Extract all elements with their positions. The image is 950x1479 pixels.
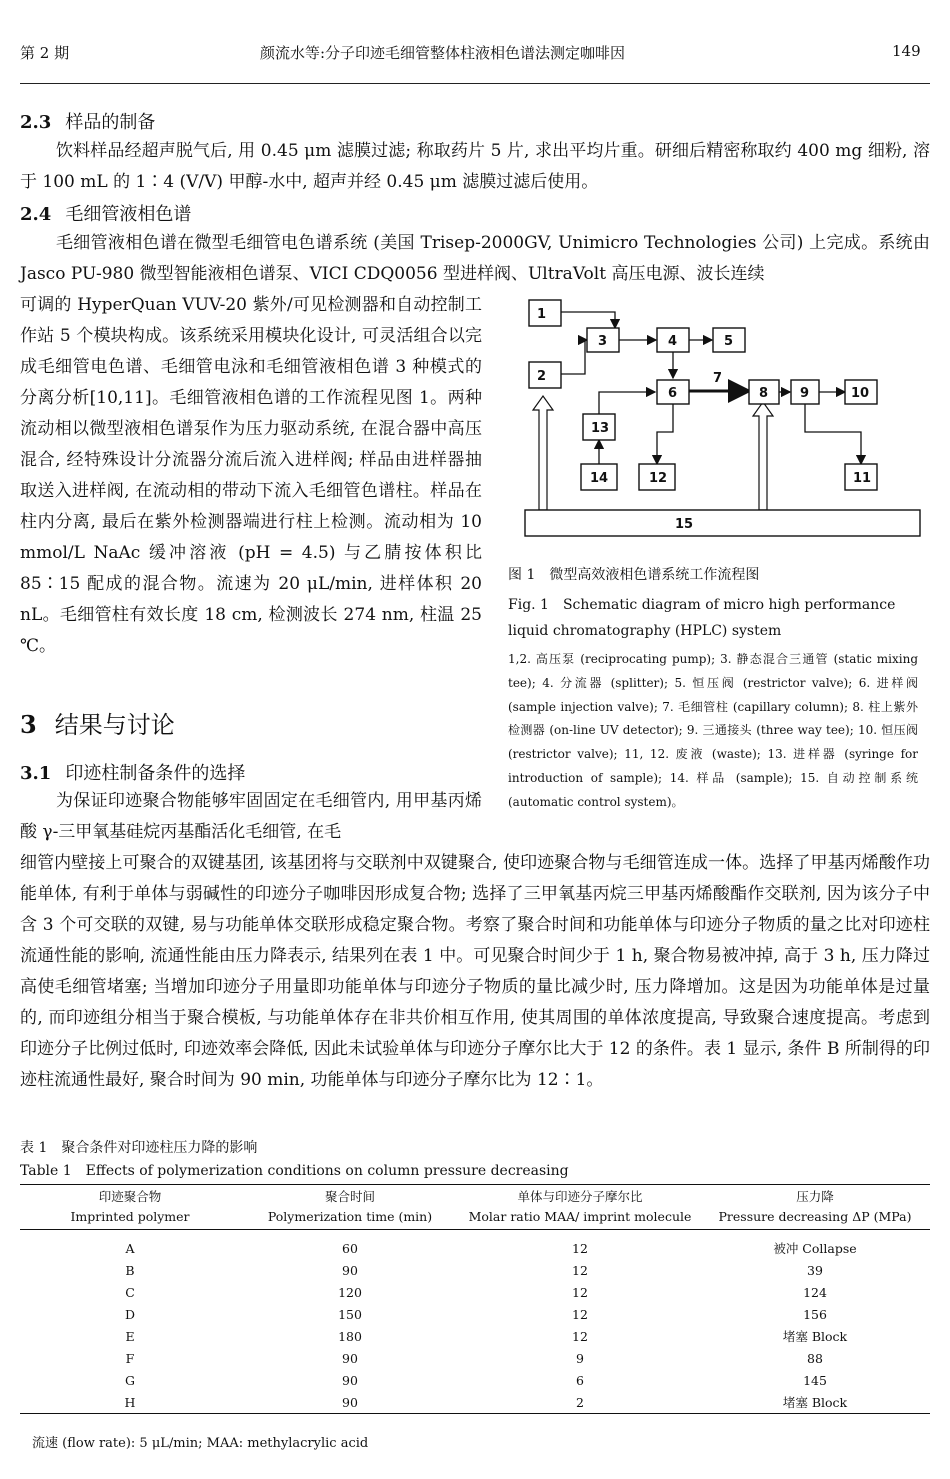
section-3-1-heading: [20, 759, 245, 785]
figure-1-flow-diagram: [515, 292, 930, 542]
section-title: 印迹柱制备条件的选择: [65, 763, 246, 784]
node-11: 11: [853, 471, 872, 486]
node-7: 7: [713, 371, 723, 386]
table-row: D 150 12 156: [124, 1306, 827, 1322]
table-row: H 90 2 堵塞 Block: [124, 1394, 848, 1410]
hollow-arrow: [753, 402, 773, 510]
table-row: G 90 6 145: [125, 1372, 827, 1388]
connector: [805, 404, 861, 464]
section-2-4-body-full: 毛细管液相色谱在微型毛细管电色谱系统 (美国 Trisep-2000GV, Unimicro Technologies 公司) 上完成。系统由 Jasco PU-980 微型智能液相色谱泵、VICI CDQ0056 型进样阀、UltraVolt 高压电源、波长连续: [20, 233, 930, 284]
header-page-number: 149: [892, 42, 921, 60]
table-row: B 90 12 39: [125, 1262, 823, 1278]
table-1-caption-en: Table 1 Effects of polymerization conditions on column pressure decreasing: [20, 1163, 569, 1179]
section-number: 3.1: [20, 763, 52, 784]
node-15: 15: [675, 517, 694, 532]
section-2-3-heading: [20, 108, 155, 134]
figure-1-caption-en: Fig. 1 Schematic diagram of micro high performance liquid chromatography (HPLC) system: [508, 597, 896, 639]
section-title: 样品的制备: [65, 112, 156, 133]
section-2-4-heading: [20, 200, 191, 226]
table-1-footnote: 流速 (flow rate): 5 μL/min; MAA: methylacrylic acid: [32, 1436, 369, 1451]
node-12: 12: [649, 471, 668, 486]
connector: [561, 312, 615, 328]
column-header: 聚合时间 Polymerization time (min): [267, 1189, 433, 1224]
node-10: 10: [851, 386, 870, 401]
connector: [599, 392, 655, 414]
node-5: 5: [724, 334, 734, 349]
connector: [657, 404, 673, 464]
section-3-1-body-column: 为保证印迹聚合物能够牢固固定在毛细管内, 用甲基丙烯酸 γ-三甲氧基硅烷丙基酯活化毛细管, 在毛: [20, 791, 482, 842]
node-14: 14: [590, 471, 609, 486]
table-1-caption-cn: 表 1 聚合条件对印迹柱压力降的影响: [20, 1140, 258, 1156]
node-4: 4: [668, 334, 678, 349]
table-1: [20, 1184, 930, 1414]
section-title: 结果与讨论: [54, 711, 175, 739]
section-title: 毛细管液相色谱: [65, 204, 192, 225]
connector: [561, 340, 585, 374]
section-2-3-body: 饮料样品经超声脱气后, 用 0.45 μm 滤膜过滤; 称取药片 5 片, 求出平均片重。研细后精密称取约 400 mg 细粉, 溶于 100 mL 的 1∶4 (V/V) 甲醇-水中, 超声并经 0.45 μm 滤膜过滤后使用。: [20, 141, 930, 192]
header-rule: [20, 83, 930, 84]
header-title: 颜流水等:分子印迹毛细管整体柱液相色谱法测定咖啡因: [260, 44, 626, 62]
table-row: F 90 9 88: [125, 1350, 823, 1366]
table-row: E 180 12 堵塞 Block: [125, 1328, 848, 1344]
section-2-4-body-column: 可调的 HyperQuan VUV-20 紫外/可见检测器和自动控制工作站 5 个模块构成。该系统采用模块化设计, 可灵活组合以完成毛细管电色谱、毛细管电泳和毛细管液相色谱 3 种模式的分离分析[10,11]。毛细管液相色谱的工作流程见图 1。两种流动相以微型液相色谱泵作为压力驱动系统, 在混合器中高压混合, 经特殊设计分流器分流后流入进样阀; 样品由进样器抽取送入进样阀, 在流动相的带动下流入毛细管色谱柱。样品在柱内分离, 最后在紫外检测器端进行柱上检测。流动相为 10 mmol/L NaAc 缓冲溶液 (pH = 4.5) 与乙腈按体积比 85∶15 配成的混合物。流速为 20 μL/min, 进样体积 20 nL。毛细管柱有效长度 18 cm, 检测波长 274 nm, 柱温 25 ℃。: [20, 295, 482, 656]
section-number: 2.3: [20, 112, 52, 133]
column-header: 单体与印迹分子摩尔比 Molar ratio MAA/ imprint molecule: [468, 1189, 692, 1224]
column-header: 印迹聚合物 Imprinted polymer: [70, 1189, 190, 1224]
column-header: 压力降 Pressure decreasing ΔP (MPa): [718, 1189, 912, 1224]
table-row: C 120 12 124: [125, 1284, 827, 1300]
hollow-arrow: [533, 396, 553, 510]
section-number: 2.4: [20, 204, 52, 225]
node-6: 6: [668, 386, 678, 401]
section-3-1-body-full: 细管内壁接上可聚合的双键基团, 该基团将与交联剂中双键聚合, 使印迹聚合物与毛细管连成一体。选择了甲基丙烯酸作功能单体, 有利于单体与弱碱性的印迹分子咖啡因形成复合物; 选择了三甲氧基丙烷三甲基丙烯酸酯作交联剂, 因为该分子中含 3 个可交联的双键, 易与功能单体交联形成稳定聚合物。考察了聚合时间和功能单体与印迹分子物质的量之比对印迹柱流通性能的影响, 流通性能由压力降表示, 结果列在表 1 中。可见聚合时间少于 1 h, 聚合物易被冲掉, 高于 3 h, 压力降过高使毛细管堵塞; 当增加印迹分子用量即功能单体与印迹分子物质的量比减少时, 压力降增加。这是因为功能单体是过量的, 而印迹组分相当于聚合模板, 与功能单体存在非共价相互作用, 使其周围的单体浓度提高, 导致聚合速度提高。考虑到印迹分子比例过低时, 印迹效率会降低, 因此未试验单体与印迹分子摩尔比大于 12 的条件。表 1 显示, 条件 B 所制得的印迹柱流通性最好, 聚合时间为 90 min, 功能单体与印迹分子摩尔比为 12∶1。: [20, 853, 930, 1090]
node-9: 9: [800, 386, 810, 401]
table-header-row: [20, 1185, 930, 1230]
section-number: 3: [20, 710, 37, 739]
node-13: 13: [591, 421, 610, 436]
node-3: 3: [598, 334, 608, 349]
node-1: 1: [537, 307, 547, 322]
node-2: 2: [537, 369, 547, 384]
node-8: 8: [759, 386, 769, 401]
header-issue: 第 2 期: [20, 44, 70, 62]
figure-1-caption-cn: 图 1 微型高效液相色谱系统工作流程图: [508, 567, 760, 583]
table-row: A 60 12 被冲 Collapse: [125, 1240, 857, 1256]
section-3-heading: [20, 705, 175, 740]
figure-1-legend: 1,2. 高压泵 (reciprocating pump); 3. 静态混合三通管 (static mixing tee); 4. 分流器 (splitter); 5. 恒压阀 (restrictor valve); 6. 进样阀 (sample injection valve); 7. 毛细管柱 (capillary column); 8. 柱上紫外检测器 (on-line UV detector); 9. 三通接头 (three way tee); 10. 恒压阀 (restrictor valve); 11, 12. 废液 (waste); 13. 进样器 (syringe for introduction of sample); 14. 样品 (sample); 15. 自动控制系统 (automatic control system)。: [508, 652, 918, 809]
